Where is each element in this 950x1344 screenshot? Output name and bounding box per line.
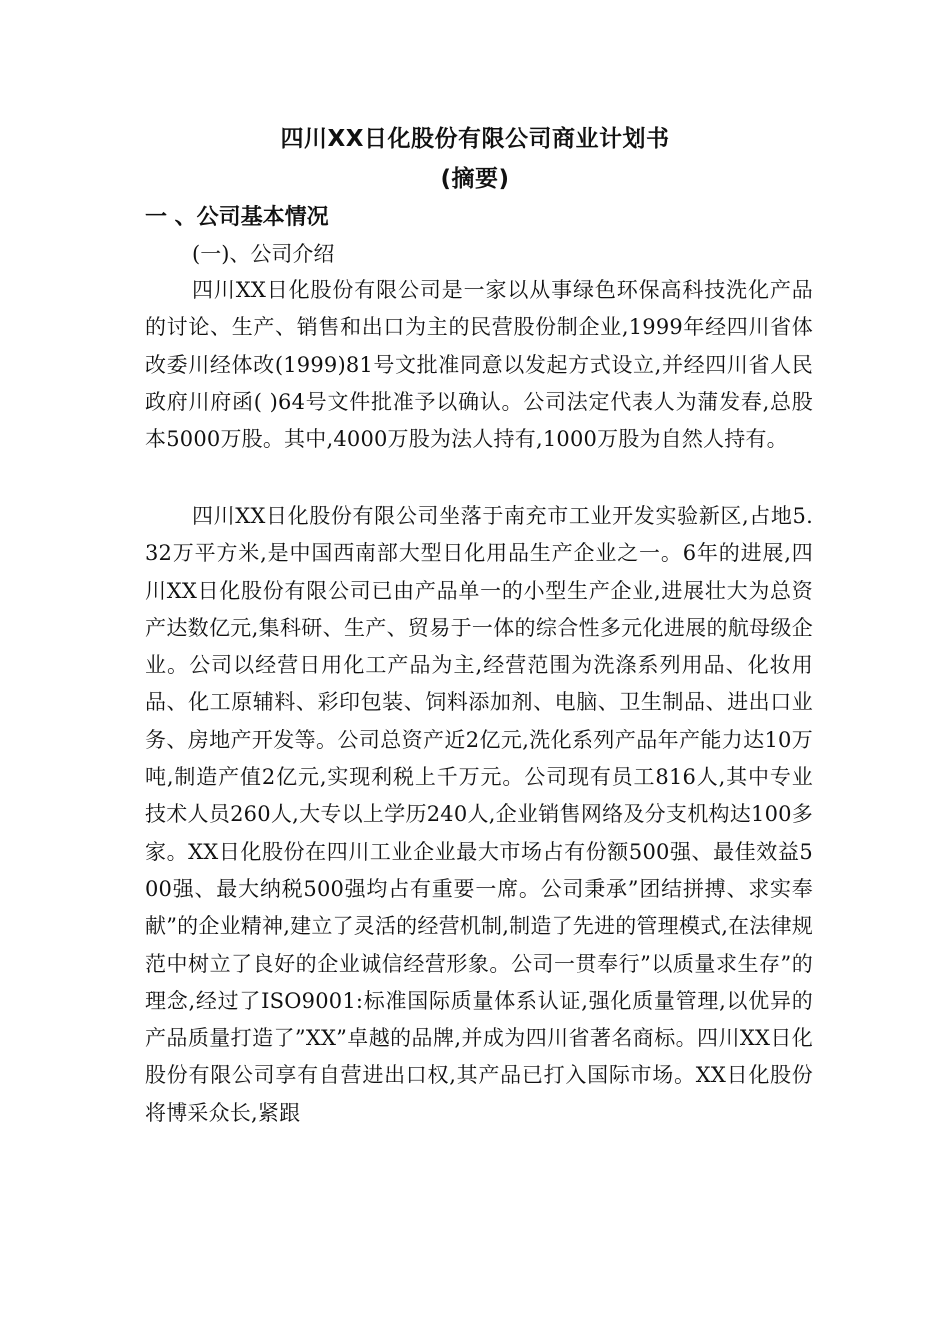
document-subtitle: (摘要) (440, 166, 510, 192)
section-heading: 一 、公司基本情况 (145, 205, 329, 230)
document-title: 四川XX日化股份有限公司商业计划书 (280, 126, 670, 152)
paragraph-company-intro: 四川XX日化股份有限公司是一家以从事绿色环保高科技洗化产品的讨论、生产、销售和出口为主的民营股份制企业,1999年经四川省体改委川经体改(1999)81号文批准同意以发起方式设立,并经四川省人民政府川府函( )64号文件批准予以确认。公司法定代表人为蒲发春,总股本5000万股。其中,4000万股为法人持有,1000万股为自然人持有。 (145, 278, 813, 452)
paragraph-company-overview: 四川XX日化股份有限公司坐落于南充市工业开发实验新区,占地5.32万平方米,是中国西南部大型日化用品生产企业之一。6年的进展,四川XX日化股份有限公司已由产品单一的小型生产企业,进展壮大为总资产达数亿元,集科研、生产、贸易于一体的综合性多元化进展的航母级企业。公司以经营日用化工产品为主,经营范围为洗涤系列用品、化妆用品、化工原辅料、彩印包装、饲料添加剂、电脑、卫生制品、进出口业务、房地产开发等。公司总资产近2亿元,洗化系列产品年产能力达10万吨,制造产值2亿元,实现利税上千万元。公司现有员工816人,其中专业技术人员260人,大专以上学历240人,企业销售网络及分支机构达100多家。XX日化股份在四川工业企业最大市场占有份额500强、最佳效益500强、最大纳税500强均占有重要一席。公司秉承”团结拼搏、求实奉献”的企业精神,建立了灵活的经营机制,制造了先进的管理模式,在法律规范中树立了良好的企业诚信经营形象。公司一贯奉行”以质量求生存”的理念,经过了ISO9001:标准国际质量体系认证,强化质量管理,以优异的产品质量打造了”XX”卓越的品牌,并成为四川省著名商标。四川XX日化股份有限公司享有自营进出口权,其产品已打入国际市场。XX日化股份将博采众长,紧跟 (145, 504, 813, 1125)
subsection-heading: (一)、公司介绍 (192, 242, 335, 266)
